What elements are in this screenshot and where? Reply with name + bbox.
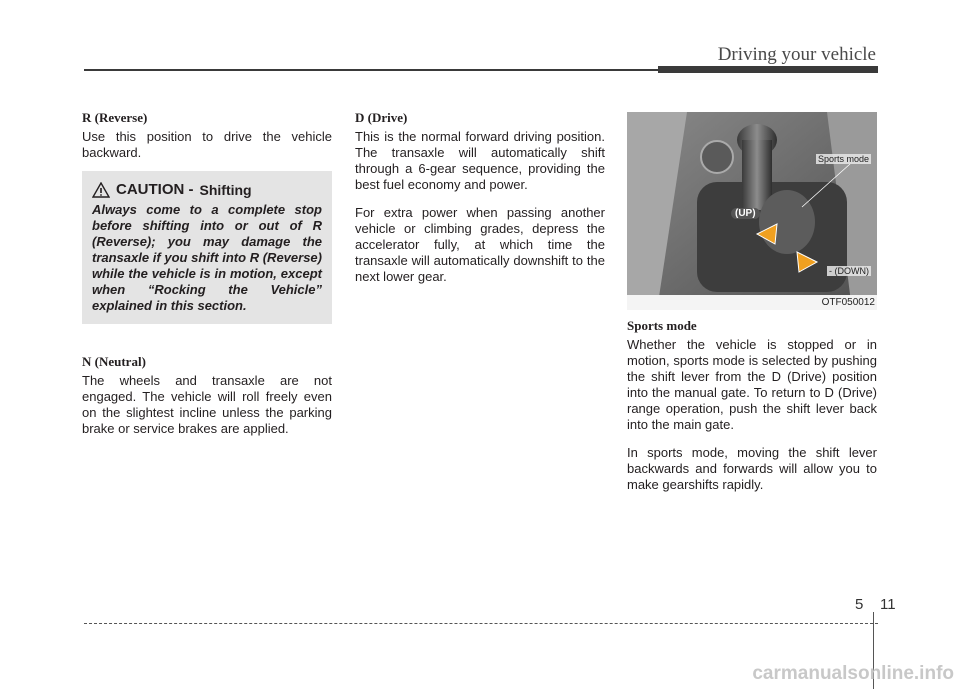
reverse-body: Use this position to drive the vehicle backward. <box>82 129 332 160</box>
caution-text: Always come to a complete stop before shifting into or out of R (Reverse); you may damage the transaxle if you shift into R (Reverse) while the vehicle is in motion, except when “Rocking the Vehicle” explained in this section. <box>92 202 322 313</box>
up-label: (UP) <box>731 208 760 219</box>
chapter-number: 5 <box>855 596 864 613</box>
neutral-heading: N (Neutral) <box>82 354 146 369</box>
caution-box <box>82 171 332 324</box>
sports-body-2: In sports mode, moving the shift lever backwards and forwards will allow you to make gearshifts rapidly. <box>627 445 877 492</box>
shift-lever-figure <box>627 112 877 310</box>
caution-topic: Shifting <box>199 181 252 198</box>
sports-heading: Sports mode <box>627 318 697 333</box>
column-right <box>627 112 877 493</box>
down-label: - (DOWN) <box>829 266 869 276</box>
sports-body-1: Whether the vehicle is stopped or in motion, sports mode is selected by pushing the shift lever from the D (Drive) position into the manual gate. To return to D (Drive) range operation, push the shift lever back into the main gate. <box>627 337 877 432</box>
footer-rule <box>84 623 878 624</box>
caution-label: CAUTION - <box>116 181 194 198</box>
warning-triangle-icon <box>92 182 110 198</box>
caution-header <box>92 181 322 198</box>
column-middle <box>355 110 605 285</box>
column-left <box>82 110 332 437</box>
drive-body-1: This is the normal forward driving position. The transaxle will automatically shift through a 6-gear sequence, providing the best fuel economy and power. <box>355 129 605 192</box>
watermark: carmanualsonline.info <box>752 663 954 684</box>
page-number: 11 <box>880 596 896 613</box>
header-rule-accent <box>658 66 878 73</box>
reverse-heading: R (Reverse) <box>82 110 148 125</box>
running-header: Driving your vehicle <box>717 44 876 65</box>
header-rule <box>84 69 658 71</box>
neutral-body: The wheels and transaxle are not engaged. The vehicle will roll freely even on the slightest incline unless the parking brake or service brakes are applied. <box>82 373 332 436</box>
drive-heading: D (Drive) <box>355 110 408 125</box>
figure-code: OTF050012 <box>627 295 877 310</box>
drive-body-2: For extra power when passing another vehicle or climbing grades, depress the accelerator fully, at which time the transaxle will automatically downshift to the next lower gear. <box>355 205 605 284</box>
sports-mode-label: Sports mode <box>817 154 869 164</box>
